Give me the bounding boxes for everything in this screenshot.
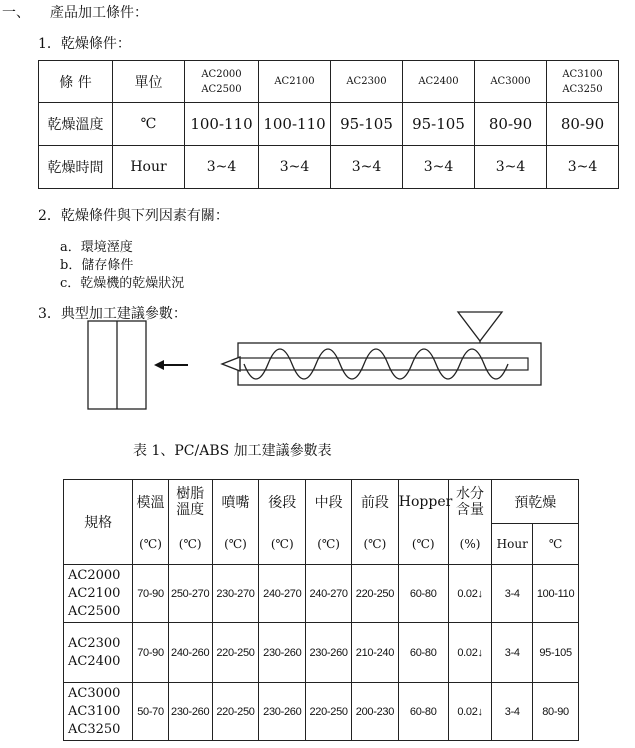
mold-temp-cell: 50-70	[133, 683, 169, 741]
unit-percent: (%)	[448, 524, 492, 565]
grade-header: AC3000	[475, 61, 547, 103]
melt-temp-cell: 250-270	[168, 565, 212, 623]
unit-celsius: (℃)	[259, 524, 306, 565]
screw-tip-icon	[222, 357, 240, 371]
temp-value: 100-110	[185, 103, 259, 146]
predry-hour-header: Hour	[492, 524, 533, 565]
temp-value: 95-105	[403, 103, 475, 146]
predry-hour-cell: 3-4	[492, 565, 533, 623]
table-row	[64, 683, 579, 741]
moisture-cell: 0.02↓	[448, 623, 492, 683]
drying-temp-row	[39, 103, 619, 146]
predry-hour-cell: 3-4	[492, 683, 533, 741]
grade-name: AC3100	[562, 68, 603, 80]
rear-zone-cell: 240-270	[259, 565, 306, 623]
spec-grade: AC3100	[68, 703, 121, 719]
grade-header: AC2300	[331, 61, 403, 103]
nozzle-header: 噴嘴	[212, 480, 259, 524]
section-number: 一、	[2, 5, 30, 21]
time-value: 3~4	[185, 146, 259, 189]
spec-grade: AC2100	[68, 585, 121, 601]
predry-hour-cell: 3-4	[492, 623, 533, 683]
table-caption: 表 1、PC/ABS 加工建議參數表	[133, 443, 332, 459]
predry-temp-cell: 80-90	[533, 683, 579, 741]
temp-value: 100-110	[259, 103, 331, 146]
spec-grade: AC2000	[68, 567, 121, 583]
mold-temp-cell: 70-90	[133, 565, 169, 623]
melt-temp-header	[168, 480, 212, 524]
middle-zone-cell: 230-260	[306, 623, 352, 683]
melt-temp-cell: 240-260	[168, 623, 212, 683]
factor-item: a．環境溼度	[60, 240, 133, 255]
front-zone-cell: 220-250	[351, 565, 398, 623]
unit-celsius: (℃)	[168, 524, 212, 565]
table-row	[64, 565, 579, 623]
drying-header-row	[39, 61, 619, 103]
grade-header	[547, 61, 619, 103]
condition-header: 條 件	[39, 61, 113, 103]
spec-grade: AC3000	[68, 685, 121, 701]
moisture-cell: 0.02↓	[448, 683, 492, 741]
middle-zone-cell: 220-250	[306, 683, 352, 741]
moisture-line: 含量	[456, 501, 485, 518]
nozzle-cell: 220-250	[212, 683, 259, 741]
predry-temp-header: ℃	[533, 524, 579, 565]
factor-item: c．乾燥機的乾燥狀況	[60, 276, 185, 291]
screw-flight	[244, 349, 508, 379]
unit-celsius: (℃)	[306, 524, 352, 565]
moisture-header	[448, 480, 492, 524]
drying-time-row	[39, 146, 619, 189]
mold-temp-cell: 70-90	[133, 623, 169, 683]
temp-value: 95-105	[331, 103, 403, 146]
unit-header: 單位	[113, 61, 185, 103]
hopper-header: Hopper	[398, 480, 448, 524]
unit-celsius: (℃)	[398, 524, 448, 565]
melt-temp-cell: 230-260	[168, 683, 212, 741]
spec-cell	[64, 623, 133, 683]
table-row	[64, 623, 579, 683]
time-value: 3~4	[403, 146, 475, 189]
screw-shaft	[240, 358, 528, 370]
spec-cell	[64, 565, 133, 623]
grade-header: AC2400	[403, 61, 475, 103]
spec-grade: AC2400	[68, 653, 121, 669]
drying-title: 1．乾燥條件：	[38, 36, 131, 52]
melt-temp-line: 溫度	[176, 501, 205, 518]
nozzle-cell: 230-270	[212, 565, 259, 623]
section-title: 產品加工條件：	[50, 5, 148, 21]
spec-cell	[64, 683, 133, 741]
time-label: 乾燥時間	[39, 146, 113, 189]
grade-name: AC2500	[201, 83, 242, 95]
factor-item: b．儲存條件	[60, 258, 134, 273]
moisture-cell: 0.02↓	[448, 565, 492, 623]
processing-header-row	[64, 480, 579, 524]
factors-title: 2．乾燥條件與下列因素有關：	[38, 208, 229, 224]
middle-zone-cell: 240-270	[306, 565, 352, 623]
front-zone-cell: 200-230	[351, 683, 398, 741]
spec-grade: AC2500	[68, 603, 121, 619]
grade-header	[185, 61, 259, 103]
moisture-line: 水分	[456, 485, 485, 502]
spec-grade: AC2300	[68, 635, 121, 651]
drying-table	[38, 60, 619, 189]
predry-temp-cell: 100-110	[533, 565, 579, 623]
grade-name: AC3250	[562, 83, 603, 95]
predry-header: 預乾燥	[492, 480, 579, 524]
nozzle-cell: 220-250	[212, 623, 259, 683]
temp-value: 80-90	[547, 103, 619, 146]
hopper-cell: 60-80	[398, 683, 448, 741]
injection-diagram	[80, 305, 560, 415]
temp-label: 乾燥溫度	[39, 103, 113, 146]
grade-name: AC2000	[201, 68, 242, 80]
time-value: 3~4	[331, 146, 403, 189]
temp-unit: ℃	[113, 103, 185, 146]
melt-temp-line: 樹脂	[176, 485, 205, 502]
processing-unit-row	[64, 524, 579, 565]
rear-zone-cell: 230-260	[259, 683, 306, 741]
unit-celsius: (℃)	[212, 524, 259, 565]
arrow-head-icon	[154, 360, 164, 370]
processing-title: 3．典型加工建議參數：	[38, 306, 187, 322]
temp-value: 80-90	[475, 103, 547, 146]
middle-zone-header: 中段	[306, 480, 352, 524]
spec-header: 規格	[64, 480, 133, 565]
unit-celsius: (℃)	[351, 524, 398, 565]
predry-temp-cell: 95-105	[533, 623, 579, 683]
front-zone-header: 前段	[351, 480, 398, 524]
mold-temp-header: 模溫	[133, 480, 169, 524]
time-value: 3~4	[547, 146, 619, 189]
rear-zone-header: 後段	[259, 480, 306, 524]
time-value: 3~4	[475, 146, 547, 189]
front-zone-cell: 210-240	[351, 623, 398, 683]
time-unit: Hour	[113, 146, 185, 189]
spec-grade: AC3250	[68, 721, 121, 737]
grade-header: AC2100	[259, 61, 331, 103]
time-value: 3~4	[259, 146, 331, 189]
hopper-cell: 60-80	[398, 623, 448, 683]
hopper-cell: 60-80	[398, 565, 448, 623]
processing-table	[63, 479, 579, 741]
rear-zone-cell: 230-260	[259, 623, 306, 683]
unit-celsius: (℃)	[133, 524, 169, 565]
hopper-icon	[458, 312, 502, 341]
